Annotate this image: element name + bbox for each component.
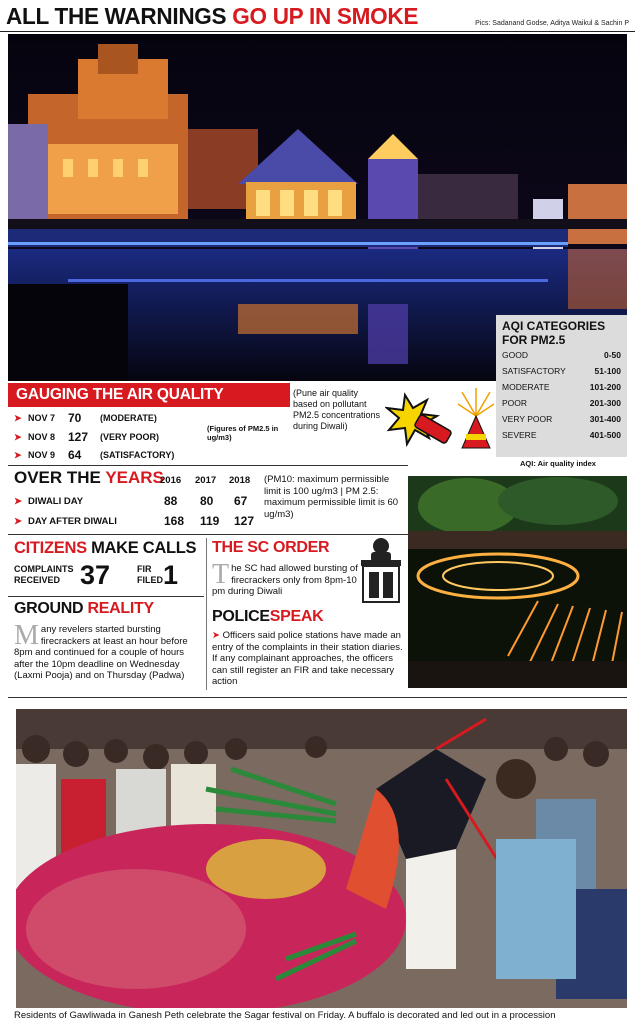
court-icon bbox=[358, 532, 404, 604]
year-header: 2017 bbox=[195, 475, 217, 486]
sc-order-text: The SC had allowed bursting of firecrackers only from 8pm-10 pm during Diwali bbox=[212, 559, 358, 598]
years-row: ➤ DIWALI DAY 88 80 67 bbox=[14, 494, 248, 508]
arrow-icon: ➤ bbox=[14, 431, 22, 442]
citizens-title: CITIZENS MAKE CALLS bbox=[14, 539, 197, 557]
gauge-row: ➤ NOV 7 70 (MODERATE) bbox=[14, 411, 157, 425]
pune-note: (Pune air quality based on pollutant PM2.5 concentrations during Diwali) bbox=[293, 388, 381, 431]
fountain-cracker-icon bbox=[456, 388, 496, 454]
complaints-label: COMPLAINTS RECEIVED bbox=[14, 564, 74, 585]
fir-label: FIR FILED bbox=[137, 564, 163, 585]
fir-value: 1 bbox=[163, 560, 179, 590]
aqi-row: SEVERE 401-500 bbox=[502, 430, 621, 440]
photo-credits: Pics: Sadanand Godse, Aditya Waikul & Sachin P bbox=[475, 20, 629, 27]
lamps-photo bbox=[408, 476, 627, 688]
police-speak-title: POLICESPEAK bbox=[212, 608, 324, 625]
years-title: OVER THE YEARS bbox=[14, 468, 164, 487]
photo-caption: Residents of Gawliwada in Ganesh Peth celebrate the Sagar festival on Friday. A buffalo is decorated and led out in a procession bbox=[14, 1010, 556, 1021]
aqi-row: SATISFACTORY 51-100 bbox=[502, 366, 621, 376]
aqi-title-line1: AQI CATEGORIES bbox=[502, 319, 606, 333]
ground-reality-title: GROUND REALITY bbox=[14, 600, 154, 617]
divider bbox=[8, 465, 408, 466]
headline-divider bbox=[0, 31, 635, 32]
years-row: ➤ DAY AFTER DIWALI 168 119 127 bbox=[14, 514, 255, 528]
headline-part1: ALL THE WARNINGS bbox=[6, 3, 233, 29]
aqi-row: POOR 201-300 bbox=[502, 398, 621, 408]
year-header: 2018 bbox=[229, 475, 251, 486]
year-header: 2016 bbox=[160, 475, 182, 486]
arrow-icon: ➤ bbox=[14, 515, 22, 527]
complaints-value: 37 bbox=[80, 560, 111, 590]
aqi-note: AQI: Air quality index bbox=[520, 459, 596, 468]
gauge-row: ➤ NOV 9 64 (SATISFACTORY) bbox=[14, 448, 175, 462]
pm-limit-note: (PM10: maximum permissible limit is 100 ug/m3 | PM 2.5: maximum permissible limit is 60 ug/m3) bbox=[264, 474, 399, 520]
arrow-icon: ➤ bbox=[14, 412, 22, 423]
ground-reality-text: Many revelers started bursting firecrackers at least an hour before 8pm and continued for a couple of hours after the 10pm deadline on Wednesday (Laxmi Pooja) and on Thursday (Padwa) bbox=[14, 620, 188, 682]
aqi-title-line2: FOR PM2.5 bbox=[502, 333, 566, 347]
firecracker-icon bbox=[385, 390, 457, 452]
dropcap: T bbox=[212, 559, 230, 590]
police-speak-text: ➤ Officers said police stations have made an entry of the complaints in their station diaries. If any complainant approaches, the officers can still register an FIR and take necessary action bbox=[212, 630, 403, 688]
gauging-title: GAUGING THE AIR QUALITY bbox=[8, 383, 290, 407]
vertical-divider bbox=[206, 538, 207, 690]
buffalo-procession-photo bbox=[16, 709, 627, 1008]
divider bbox=[8, 697, 627, 698]
aqi-row: MODERATE 101-200 bbox=[502, 382, 621, 392]
aqi-row: GOOD 0-50 bbox=[502, 350, 621, 360]
headline bbox=[6, 2, 418, 30]
aqi-row: VERY POOR 301-400 bbox=[502, 414, 621, 424]
gauge-row: ➤ NOV 8 127 (VERY POOR) bbox=[14, 430, 160, 444]
figures-note: (Figures of PM2.5 in ug/m3) bbox=[207, 424, 279, 442]
divider bbox=[8, 534, 408, 535]
arrow-icon: ➤ bbox=[14, 449, 22, 460]
arrow-icon: ➤ bbox=[14, 495, 22, 507]
dropcap: M bbox=[14, 620, 39, 651]
aqi-categories-box bbox=[496, 315, 627, 457]
arrow-icon: ➤ bbox=[212, 630, 223, 641]
headline-part2: GO UP IN SMOKE bbox=[232, 3, 419, 29]
divider bbox=[8, 596, 204, 597]
sc-order-title: THE SC ORDER bbox=[212, 539, 330, 556]
